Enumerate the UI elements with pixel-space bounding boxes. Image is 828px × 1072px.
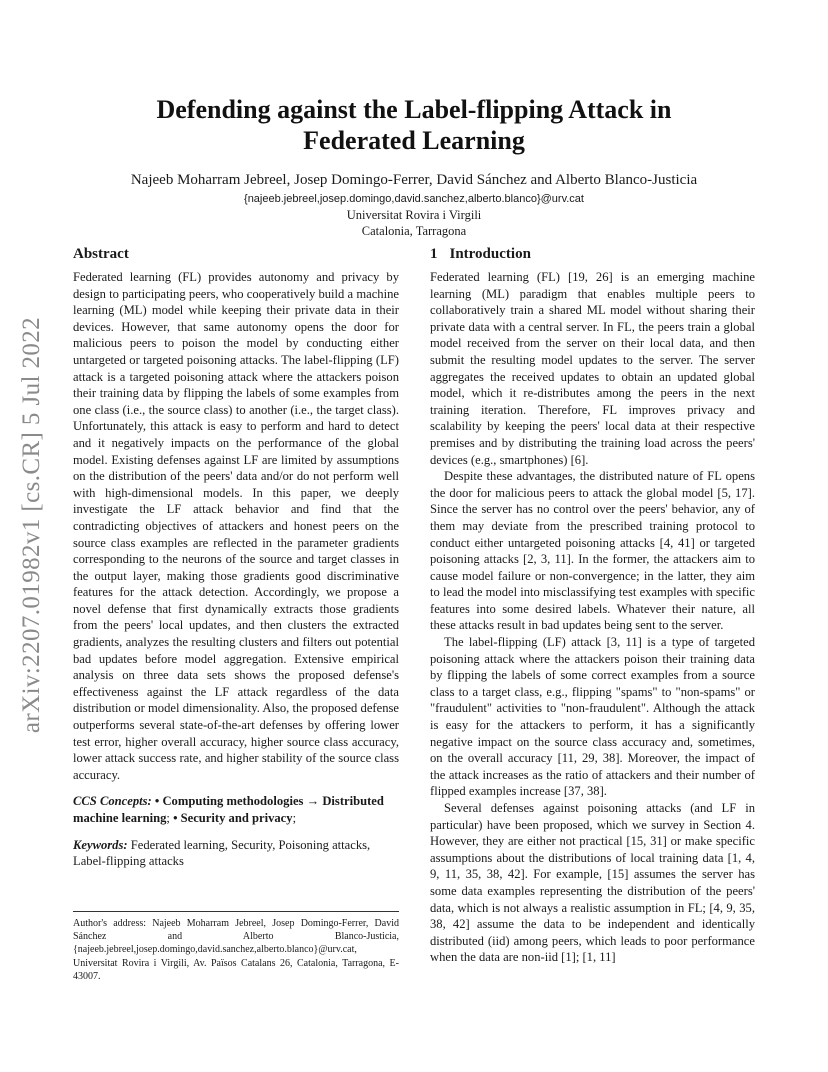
abstract-heading: Abstract [73,246,129,262]
keywords-label: Keywords: [73,837,128,852]
footnote-divider [73,911,399,912]
paper-title [80,94,748,156]
arxiv-side-stamp [0,285,64,765]
title-line-1: Defending against the Label-flipping Attack in [156,95,672,124]
right-column [430,246,755,966]
section-title: Introduction [449,246,531,262]
section-number: 1 [430,246,438,262]
ccs-separator: ; [166,811,174,825]
intro-paragraph-1: Federated learning (FL) [19, 26] is an emerging machine learning (ML) paradigm that enables multiple peers to collaboratively train a shared ML model without sharing their private data with a central server. In FL, the peers train a global model received from the server on their local data, and then submit the resulting model updates to the server. The server aggregates the received updates to obtain an updated global model, which it re-distributes among the peers in the next training iteration. Therefore, FL improves privacy and scalability by keeping the peers' local data at their respective premises and by distributing the training load across the peers' devices (e.g., smartphones) [6]. [430,270,755,467]
arxiv-identifier: arXiv:2207.01982v1 [cs.CR] 5 Jul 2022 [18,316,45,734]
keywords [73,837,399,870]
ccs-item-1: • Computing methodologies → Distributed machine learning [73,794,384,825]
intro-paragraph-3: The label-flipping (LF) attack [3, 11] is a type of targeted poisoning attack where the attackers poison their training data by flipping the labels of some correct examples from a source class to a target class, e.g., flipping "spams" to "non-spams" or "fraudulent" activities to "non-fraudulent". Although the attack is easy for the attackers to perform, it has a significantly negative impact on the source class accuracy and, sometimes, on the overall accuracy [11, 29, 38]. Moreover, the impact of the attack increases as the ratio of attackers and their number of flipped examples increase [37, 38]. [430,635,755,799]
ccs-concepts [73,793,399,826]
abstract-text: Federated learning (FL) provides autonomy and privacy by design to participating peers, who cooperatively build a machine learning (ML) model while keeping their private data in their devices. However, that same autonomy opens the door for malicious peers to poison the model by conducting either untargeted or targeted poisoning attacks. The label-flipping (LF) attack is a targeted poisoning attack where the attackers poison their training data by flipping the labels of some examples from one class (i.e., the source class) to another (i.e., the target class). Unfortunately, this attack is easy to perform and hard to detect and it negatively impacts on the performance of the global model. Existing defenses against LF are limited by assumptions on the distribution of the peers' data and/or do not perform well with high-dimensional models. In this paper, we deeply investigate the LF attack behavior and find that the contradicting objectives of attackers and honest peers on the source class examples are reflected in the parameter gradients corresponding to the neurons of the source and target classes in the output layer, making those gradients good discriminative features for the attack detection. Accordingly, we propose a novel defense that first dynamically extracts those gradients from the peers' local updates, and then clusters the extracted gradients, analyzes the resulting clusters and filters out potential bad updates before model aggregation. Extensive empirical analysis on three data sets shows the proposed defense's effectiveness against the LF attack regardless of the data distribution or model dimensionality. Also, the proposed defense outperforms several state-of-the-art defenses by offering lower test error, higher overall accuracy, higher source class accuracy, lower attack success rate, and higher stability of the source class accuracy. [73,270,399,782]
intro-paragraph-4: Several defenses against poisoning attacks (and LF in particular) have been proposed, which we survey in Section 4. However, they are either not practical [15, 31] or make specific assumptions about the distributions of local training data [1, 4, 9, 11, 35, 38, 42]. For example, [15] assumes the server has some data examples representing the distribution of the peers' data, which is not always a realistic assumption in FL; [4, 9, 35, 38, 42] assume the data to be independent and identically distributed (iid) among peers, which leads to poor performance when the data are non-iid [1]; [1, 11] [430,801,755,965]
keywords-text: Federated learning, Security, Poisoning attacks, Label-flipping attacks [73,837,371,869]
ccs-item-2: • Security and privacy [173,811,293,825]
ccs-end: ; [292,811,297,825]
intro-paragraph-2: Despite these advantages, the distributed nature of FL opens the door for malicious peers to attack the global model [5, 17]. Since the server has no control over the peers' behavior, any of them may deviate from the prescribed training protocol to conduct either untargeted poisoning attacks [4, 41] or targeted poisoning attacks [2, 3, 11]. In the former, the attackers aim to cause model failure or non-convergence; in the latter, they aim to lead the model into misclassifying test examples with specific features into some desired labels. Whatever their nature, all these attacks result in bad updates being sent to the server. [430,469,755,633]
author-emails: {najeeb.jebreel,josep.domingo,david.sanchez,alberto.blanco}@urv.cat [244,193,584,205]
affiliation-university: Universitat Rovira i Virgili [346,208,482,222]
title-line-2: Federated Learning [303,126,525,155]
affiliation-location: Catalonia, Tarragona [361,224,467,238]
author-list: Najeeb Moharram Jebreel, Josep Domingo-Ferrer, David Sánchez and Alberto Blanco-Justicia [130,172,698,188]
ccs-label: CCS Concepts: [73,794,152,809]
author-address-footnote: Author's address: Najeeb Moharram Jebreel, Josep Domingo-Ferrer, David Sánchez and Alberto Blanco-Justicia, {najeeb.jebreel,josep.domingo,david.sanchez,alberto.blanco}@urv.cat, Universitat Rovira i Virgili, Av. Països Catalans 26, Catalonia, Tarragona, E-43007. [73,918,399,982]
left-column [73,246,399,870]
introduction-heading [430,246,755,263]
